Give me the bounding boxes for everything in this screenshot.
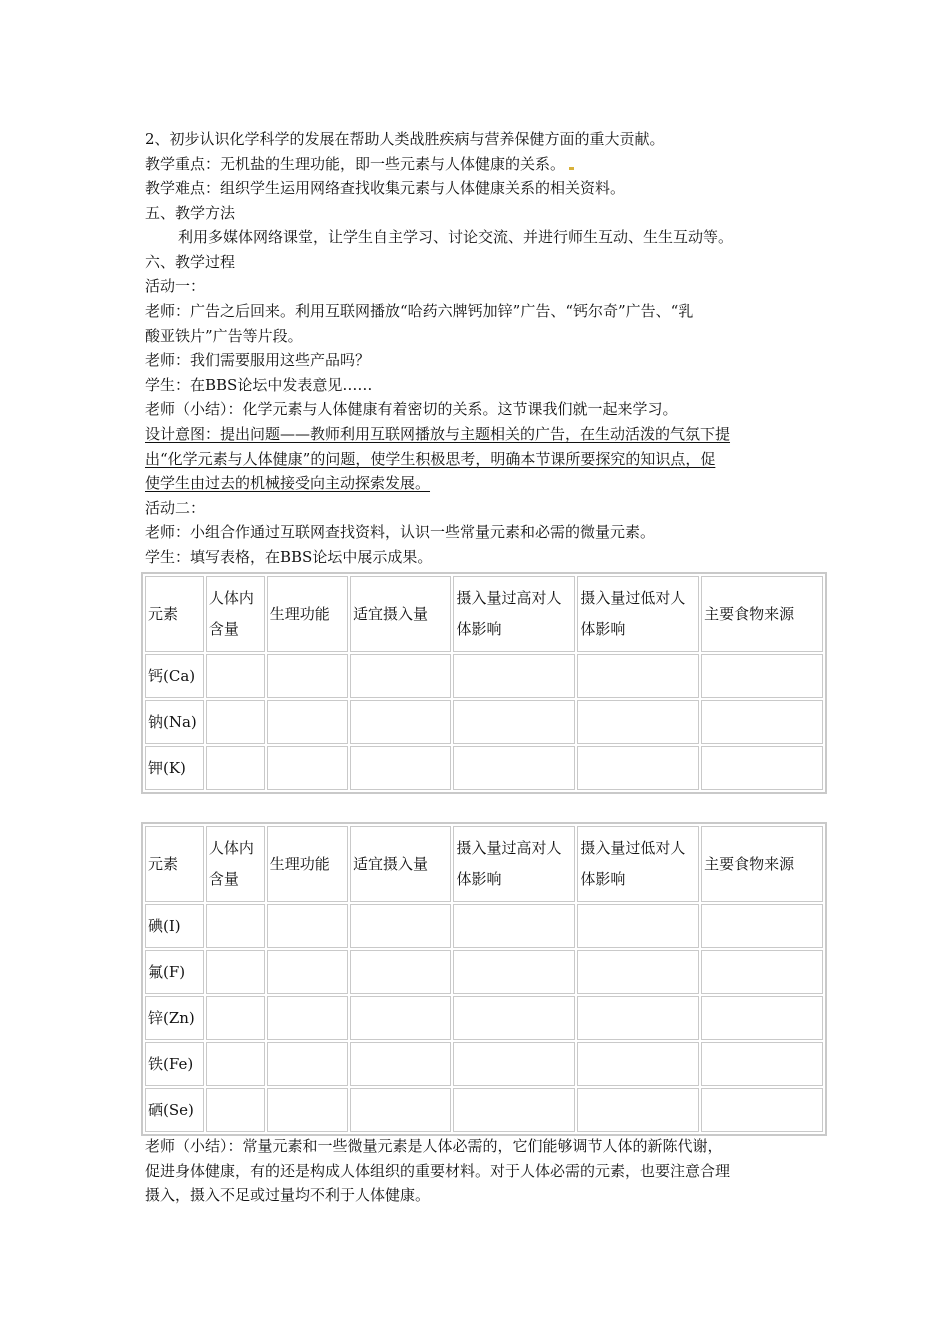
empty-cell[interactable]: [701, 746, 823, 790]
element-cell: 硒(Se): [145, 1088, 204, 1132]
empty-cell[interactable]: [577, 904, 699, 948]
empty-cell[interactable]: [453, 1042, 575, 1086]
table-row: [145, 950, 823, 994]
paragraph-difficulty: 教学难点：组织学生运用网络查找收集元素与人体健康关系的相关资料。: [145, 179, 626, 197]
empty-cell[interactable]: [206, 904, 265, 948]
header-high-effect: 摄入量过高对人体影响: [453, 826, 575, 902]
paragraph-teacher-summary-2b: 促进身体健康，有的还是构成人体组织的重要材料。对于人体必需的元素，也要注意合理: [145, 1162, 731, 1180]
empty-cell[interactable]: [350, 950, 452, 994]
element-cell: 碘(I): [145, 904, 204, 948]
empty-cell[interactable]: [267, 654, 348, 698]
empty-cell[interactable]: [267, 1042, 348, 1086]
paragraph-design-1: 设计意图：提出问题——教师利用互联网播放与主题相关的广告，在生动活泼的气氛下提: [145, 425, 731, 443]
empty-cell[interactable]: [267, 1088, 348, 1132]
empty-cell[interactable]: [701, 1088, 823, 1132]
empty-cell[interactable]: [350, 996, 452, 1040]
header-element: 元素: [145, 576, 204, 652]
element-cell: 钠(Na): [145, 700, 204, 744]
empty-cell[interactable]: [701, 996, 823, 1040]
empty-cell[interactable]: [206, 746, 265, 790]
empty-cell[interactable]: [267, 746, 348, 790]
empty-cell[interactable]: [350, 1042, 452, 1086]
empty-cell[interactable]: [701, 700, 823, 744]
empty-cell[interactable]: [350, 1088, 452, 1132]
header-function: 生理功能: [267, 576, 348, 652]
element-cell: 氟(F): [145, 950, 204, 994]
empty-cell[interactable]: [267, 700, 348, 744]
empty-cell[interactable]: [453, 746, 575, 790]
header-body-content: 人体内含量: [206, 826, 265, 902]
table-row: [145, 996, 823, 1040]
header-low-effect: 摄入量过低对人体影响: [577, 826, 699, 902]
element-cell: 钙(Ca): [145, 654, 204, 698]
header-food-source: 主要食物来源: [701, 576, 823, 652]
empty-cell[interactable]: [350, 654, 452, 698]
paragraph-student-fill: 学生：填写表格，在BBS论坛中展示成果。: [145, 548, 433, 566]
paragraph-design-3: 使学生由过去的机械接受向主动探索发展。: [145, 474, 431, 492]
heading-activity-2: 活动二：: [145, 499, 206, 517]
element-cell: 锌(Zn): [145, 996, 204, 1040]
empty-cell[interactable]: [701, 904, 823, 948]
heading-process: 六、教学过程: [145, 253, 236, 271]
element-cell: 钾(K): [145, 746, 204, 790]
empty-cell[interactable]: [206, 700, 265, 744]
heading-method: 五、教学方法: [145, 204, 236, 222]
empty-cell[interactable]: [577, 950, 699, 994]
table-row: [145, 654, 823, 698]
header-body-content: 人体内含量: [206, 576, 265, 652]
element-cell: 铁(Fe): [145, 1042, 204, 1086]
element-table-2: [141, 822, 827, 1136]
empty-cell[interactable]: [701, 654, 823, 698]
header-low-effect: 摄入量过低对人体影响: [577, 576, 699, 652]
header-intake: 适宜摄入量: [350, 576, 452, 652]
empty-cell[interactable]: [453, 904, 575, 948]
table-row: [145, 1042, 823, 1086]
empty-cell[interactable]: [350, 700, 452, 744]
empty-cell[interactable]: [206, 1042, 265, 1086]
element-table-1: [141, 572, 827, 794]
empty-cell[interactable]: [701, 950, 823, 994]
empty-cell[interactable]: [267, 996, 348, 1040]
empty-cell[interactable]: [453, 1088, 575, 1132]
table-row: [145, 746, 823, 790]
paragraph-key-point: [145, 154, 574, 175]
header-intake: 适宜摄入量: [350, 826, 452, 902]
key-point-text: 教学重点：无机盐的生理功能，即一些元素与人体健康的关系。: [145, 155, 566, 173]
paragraph-teacher-ads-2: 酸亚铁片”广告等片段。: [145, 327, 303, 345]
paragraph-teacher-summary-2c: 摄入，摄入不足或过量均不利于人体健康。: [145, 1186, 431, 1204]
empty-cell[interactable]: [206, 1088, 265, 1132]
paragraph-teacher-ads-1: 老师：广告之后回来。利用互联网播放“哈药六牌钙加锌”广告、“钙尔奇”广告、“乳: [145, 302, 694, 320]
empty-cell[interactable]: [206, 996, 265, 1040]
paragraph-teacher-question: 老师：我们需要服用这些产品吗？: [145, 351, 371, 369]
empty-cell[interactable]: [267, 950, 348, 994]
empty-cell[interactable]: [453, 996, 575, 1040]
empty-cell[interactable]: [577, 996, 699, 1040]
empty-cell[interactable]: [453, 654, 575, 698]
empty-cell[interactable]: [350, 904, 452, 948]
header-food-source: 主要食物来源: [701, 826, 823, 902]
empty-cell[interactable]: [577, 1042, 699, 1086]
empty-cell[interactable]: [267, 904, 348, 948]
paragraph-teacher-summary-1: 老师（小结）：化学元素与人体健康有着密切的关系。这节课我们就一起来学习。: [145, 400, 678, 418]
paragraph-objective-2: 2、初步认识化学科学的发展在帮助人类战胜疾病与营养保健方面的重大贡献。: [145, 130, 665, 148]
empty-cell[interactable]: [577, 746, 699, 790]
empty-cell[interactable]: [701, 1042, 823, 1086]
empty-cell[interactable]: [577, 654, 699, 698]
table-row: [145, 700, 823, 744]
paragraph-design-2: 出“化学元素与人体健康”的问题，使学生积极思考，明确本节课所要探究的知识点，促: [145, 450, 716, 468]
paragraph-teacher-task: 老师：小组合作通过互联网查找资料，认识一些常量元素和必需的微量元素。: [145, 523, 656, 541]
paragraph-method: 利用多媒体网络课堂，让学生自主学习、讨论交流、并进行师生互动、生生互动等。: [178, 228, 734, 246]
paragraph-teacher-summary-2a: 老师（小结）：常量元素和一些微量元素是人体必需的，它们能够调节人体的新陈代谢，: [145, 1137, 723, 1155]
empty-cell[interactable]: [577, 700, 699, 744]
header-function: 生理功能: [267, 826, 348, 902]
empty-cell[interactable]: [206, 950, 265, 994]
edit-mark-icon: [569, 167, 574, 170]
empty-cell[interactable]: [453, 950, 575, 994]
header-element: 元素: [145, 826, 204, 902]
empty-cell[interactable]: [453, 700, 575, 744]
empty-cell[interactable]: [577, 1088, 699, 1132]
empty-cell[interactable]: [206, 654, 265, 698]
table-row: [145, 904, 823, 948]
table-row: [145, 1088, 823, 1132]
heading-activity-1: 活动一：: [145, 277, 206, 295]
empty-cell[interactable]: [350, 746, 452, 790]
header-high-effect: 摄入量过高对人体影响: [453, 576, 575, 652]
paragraph-student-bbs: 学生：在BBS论坛中发表意见……: [145, 376, 373, 394]
